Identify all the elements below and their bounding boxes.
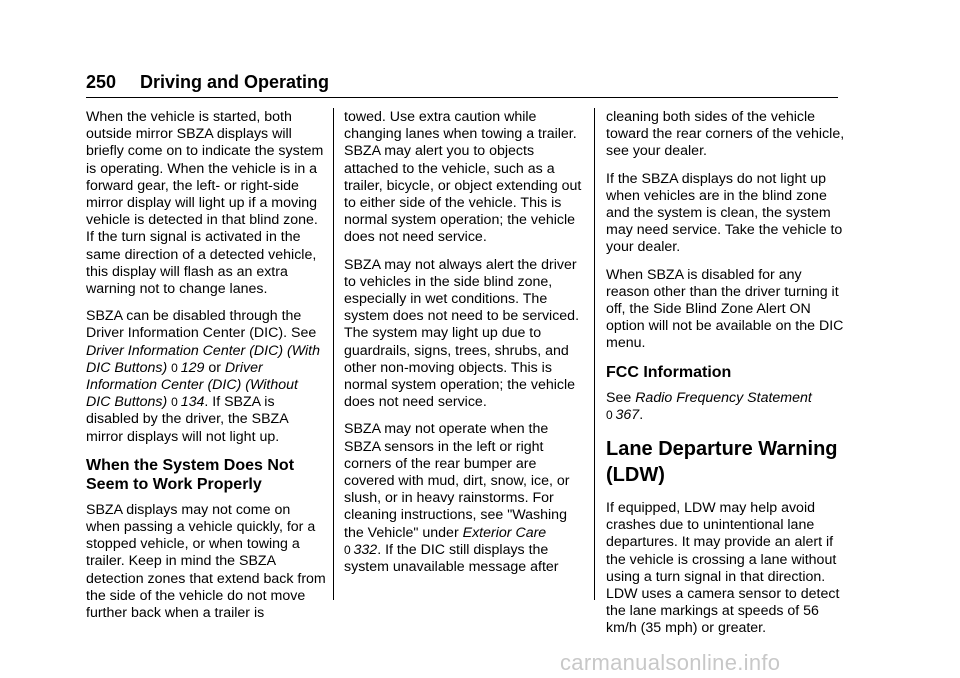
text: SBZA can be disabled through the Driver Information Center (DIC). See [86,308,317,342]
text: See [606,389,636,406]
watermark: carmanualsonline.info [560,650,781,675]
paragraph: When SBZA is disabled for any reason other than the driver turning it off, the Side Blind Zone Alert ON option will not be available on the DIC menu. [606,266,844,352]
text: . [639,406,644,423]
page-ref[interactable]: 129 [180,359,205,376]
column-divider-2 [594,108,595,600]
text: . If SBZA is disabled by the driver, the SBZA mirror displays will not light up. [86,394,288,445]
subheading: FCC Information [606,363,732,381]
paragraph: towed. Use extra caution while changing lanes when towing a trailer. SBZA may alert you to objects attached to the vehicle, such as a trailer, bicycle, or object extending out to either side of the vehicle. This is normal system operation; the vehicle does not need service. [344,109,582,246]
text: SBZA may not operate when the SBZA sensors in the left or right corners of the rear bumper are covered with mud, dirt, snow, ice, or slush, or in heavy rainstorms. For cleaning instructions, see "Washing the Vehicle" under [344,421,570,541]
section-heading: Lane Departure Warning (LDW) [606,438,838,487]
text: or [204,359,225,376]
page-ref[interactable]: 332 [353,541,378,558]
column-1 [86,109,326,632]
text: . If the DIC still displays the system unavailable message after [344,541,559,576]
paragraph [344,421,584,576]
paragraph [86,308,326,446]
page-ref-icon: 0 [344,542,351,557]
page-number: 250 [86,72,117,92]
column-2 [344,109,584,586]
page-ref[interactable]: 367 [615,406,640,423]
paragraph: When the vehicle is started, both outside mirror SBZA displays will briefly come on to indicate the system is operating. When the vehicle is in a forward gear, the left- or right-side mirror display will light up if a moving vehicle is detected in that blind zone. If the turn signal is activated in the same direction of a detected vehicle, this display will flash as an extra warning not to change lanes. [86,109,324,298]
paragraph [606,390,846,424]
page-ref[interactable]: 134 [180,394,205,411]
column-divider-1 [333,108,334,600]
cross-reference-link[interactable]: Exterior Care [462,524,547,541]
column-3 [606,109,846,648]
paragraph: If the SBZA displays do not light up when vehicles are in the blind zone and the system is clean, the system may need service. Take the vehicle to your dealer. [606,170,843,256]
page-ref-icon: 0 [606,407,613,422]
cross-reference-link[interactable]: Driver Information Center (DIC) (Without DIC Buttons) [86,359,298,411]
page-ref-icon: 0 [171,360,178,375]
page-ref-icon: 0 [171,395,178,410]
cross-reference-link[interactable]: Radio Frequency Statement [635,389,812,406]
section-title: Driving and Operating [140,72,330,92]
paragraph: If equipped, LDW may help avoid crashes due to unintentional lane departures. It may provide an alert if the vehicle is crossing a lane without using a turn signal in that direction. LDW uses a camera sensor to detect the lane markings at speeds of 56 km/h (35 mph) or greater. [606,500,840,637]
paragraph: cleaning both sides of the vehicle toward the rear corners of the vehicle, see your dealer. [606,109,845,160]
header-rule [86,97,838,98]
paragraph: SBZA displays may not come on when passing a vehicle quickly, for a stopped vehicle, or when towing a trailer. Keep in mind the SBZA detection zones that extend back from the side of the vehicle do not move further back when a trailer is [86,501,326,622]
paragraph: SBZA may not always alert the driver to vehicles in the side blind zone, especially in wet conditions. The system does not need to be serviced. The system may light up due to guardrails, signs, trees, shrubs, and other non-moving objects. This is normal system operation; the vehicle does not need service. [344,256,580,411]
subheading: When the System Does Not Seem to Work Properly [86,456,295,493]
cross-reference-link[interactable]: Driver Information Center (DIC) (With DIC Buttons) [86,342,321,376]
page-header [86,72,838,96]
